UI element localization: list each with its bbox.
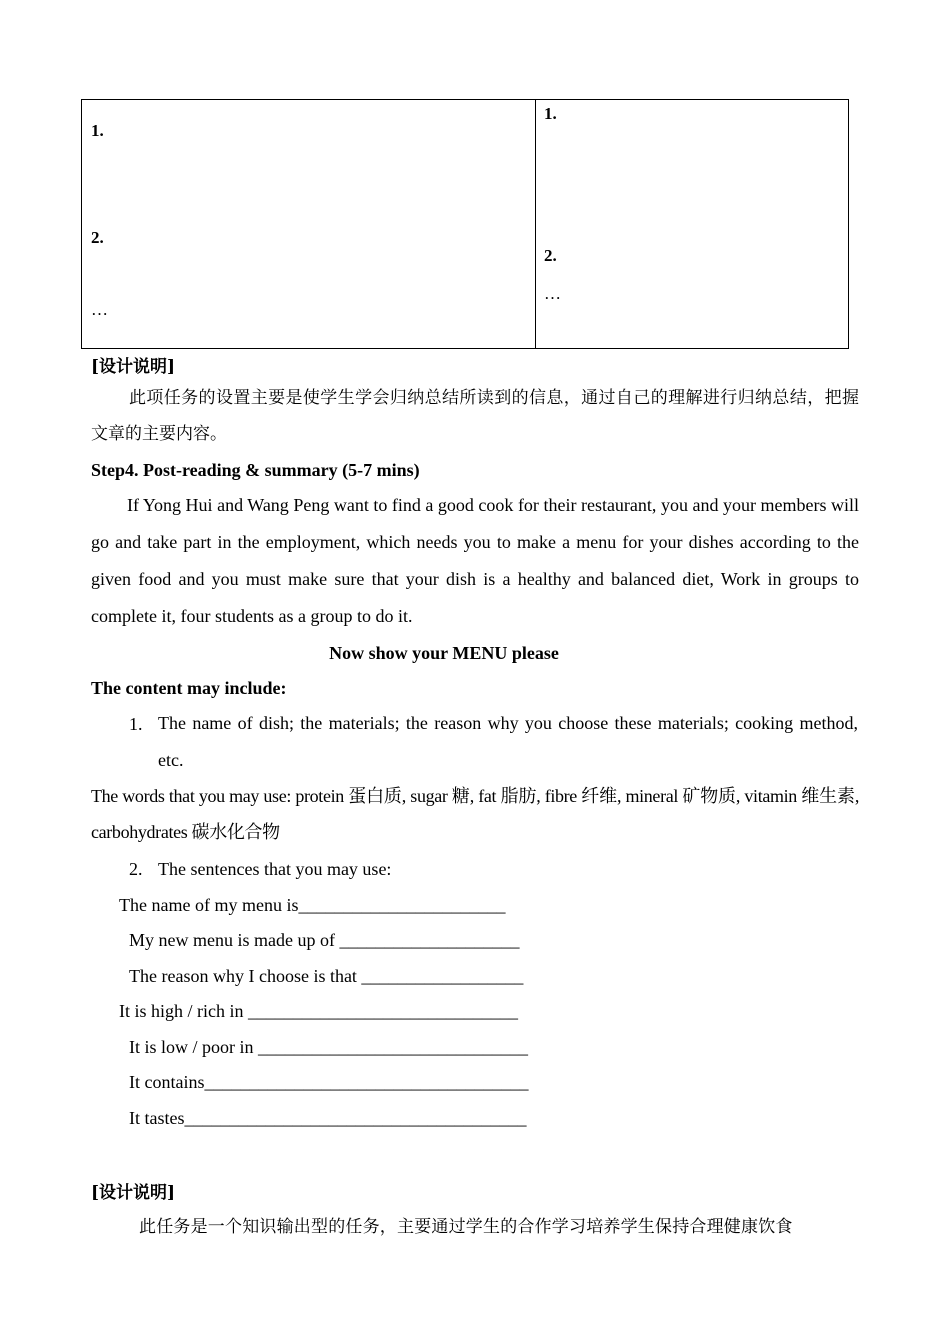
- design-note-1-heading: [设计说明]: [91, 357, 176, 377]
- sentence-line: My new menu is made up of ____________________: [129, 930, 520, 950]
- sentence-line: It is low / poor in ______________________________: [129, 1037, 528, 1057]
- sentence-line: The reason why I choose is that __________________: [129, 966, 524, 986]
- sentence-line: It tastes______________________________________: [129, 1108, 527, 1128]
- list-item-1-text: The name of dish; the materials; the reason why you choose these materials; cooking method, etc.: [158, 713, 858, 770]
- design-note-2-heading: [设计说明]: [91, 1183, 176, 1203]
- words-line: The words that you may use: protein 蛋白质, sugar 糖, fat 脂肪, fibre 纤维, mineral 矿物质, vitamin 维生素, carbohydrates 碳水化合物: [91, 786, 859, 842]
- sentence-line: It is high / rich in ______________________________: [119, 1001, 518, 1021]
- table-divider: [535, 100, 536, 348]
- center-line: Now show your MENU please: [329, 643, 559, 663]
- step4-paragraph: If Yong Hui and Wang Peng want to find a good cook for their restaurant, you and your members will go and take part in the employment, which needs you to make a menu for your dishes according to the given food and you must make sure that your dish is a healthy and balanced diet, Work in groups to complete it, four students as a group to do it.: [91, 495, 859, 626]
- design-note-2-body: 此任务是一个知识输出型的任务，主要通过学生的合作学习培养学生保持合理健康饮食: [139, 1217, 793, 1237]
- answer-table: [81, 99, 849, 349]
- right-cell-item-2: 2.: [544, 246, 557, 265]
- right-cell-ellipsis: …: [544, 284, 561, 303]
- list-item-1-number: 1.: [129, 714, 143, 734]
- design-note-1-body: 此项任务的设置主要是使学生学会归纳总结所读到的信息，通过自己的理解进行归纳总结，把握文章的主要内容。: [91, 388, 859, 444]
- sentence-line: The name of my menu is_______________________: [119, 895, 506, 915]
- left-cell-item-1: 1.: [91, 121, 104, 140]
- sentence-line: It contains____________________________________: [129, 1072, 529, 1092]
- step4-title: Step4. Post-reading & summary (5-7 mins): [91, 460, 420, 480]
- content-heading: The content may include:: [91, 678, 287, 698]
- left-cell-ellipsis: …: [91, 300, 108, 319]
- list-item-2-text: The sentences that you may use:: [158, 859, 392, 879]
- list-item-2-number: 2.: [129, 859, 143, 879]
- right-cell-item-1: 1.: [544, 104, 557, 123]
- left-cell-item-2: 2.: [91, 228, 104, 247]
